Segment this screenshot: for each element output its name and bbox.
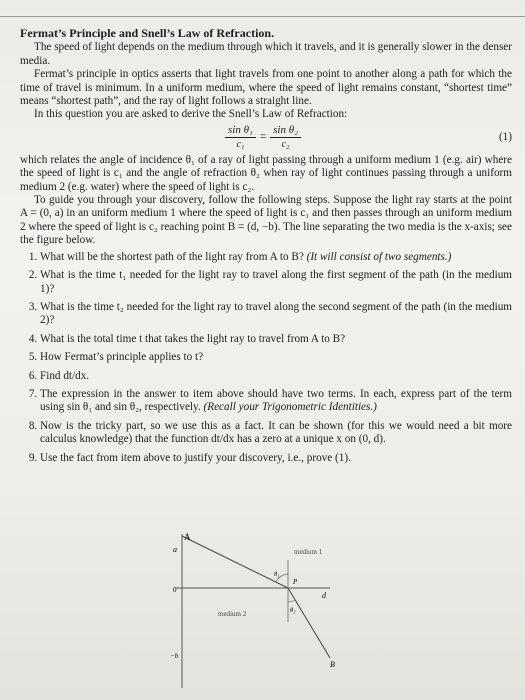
fraction-left xyxy=(225,124,256,152)
label-medium1: medium 1 xyxy=(294,548,323,556)
list-item: 3. What is the time t₂ needed for the light ray to travel along the second segment of the path (in the medium 2)? xyxy=(40,301,512,328)
label-d: d xyxy=(322,591,326,600)
refraction-diagram xyxy=(170,530,360,690)
numerator-left: sin θ₁ xyxy=(225,124,256,138)
equals-sign: = xyxy=(259,131,267,144)
document-body xyxy=(20,27,512,470)
label-neg-b: −b xyxy=(170,652,179,660)
paragraph-intro: The speed of light depends on the medium through which it travels, and it is generally slower in the denser media. xyxy=(20,41,512,67)
label-P: P xyxy=(293,578,298,586)
snell-equation xyxy=(20,124,512,152)
page-title: Fermat’s Principle and Snell’s Law of Refraction. xyxy=(20,26,275,40)
label-A: A xyxy=(184,532,191,542)
list-item: 9. Use the fact from item above to justify your discovery, i.e., prove (1). xyxy=(40,452,512,465)
numerator-right: sin θ₂ xyxy=(270,124,301,138)
label-origin: 0 xyxy=(173,586,177,594)
list-item: 7. The expression in the answer to item above should have two terms. In each, express part of the term using sin θ₁ and sin θ₂, respectively. (Recall your Trigonometric Identities.) xyxy=(40,388,512,415)
denominator-right: c₂ xyxy=(281,139,290,151)
label-B: B xyxy=(330,660,335,669)
label-theta2: θ₂ xyxy=(290,607,296,614)
list-item: 8. Now is the tricky part, so we use this as a fact. It can be shown (for this we would need a bit more calculus knowledge) that the function dt/dx has a zero at a unique x on (0, d). xyxy=(40,420,512,447)
list-item: 4. What is the total time t that takes the light ray to travel from A to B? xyxy=(40,333,512,346)
label-theta1: θ₁ xyxy=(274,571,280,578)
denominator-left: c₁ xyxy=(236,139,245,151)
paragraph-setup: To guide you through your discovery, follow the following steps. Suppose the light ray starts at the point A = (0, a) in an uniform medium 1 where the speed of light is c₁ and then passes through an uniform medium 2 where the speed of light is c₂ reaching point B = (d, −b). The line separating the two media is the x-axis; see the figure below. xyxy=(20,194,512,247)
label-a: a xyxy=(173,545,177,554)
list-item: 6. Find dt/dx. xyxy=(40,370,512,383)
list-item: 1. What will be the shortest path of the light ray from A to B? (It will consist of two segments.) xyxy=(40,251,512,264)
equation-number: (1) xyxy=(498,130,512,143)
paragraph-relation: which relates the angle of incidence θ₁ of a ray of light passing through a uniform medium 1 (e.g. air) where the speed of light is c₁ and the angle of refraction θ₂ when ray of light continues passing through a uniform medium 2 (e.g. water) where the speed of light is c₂. xyxy=(20,153,512,193)
list-item: 2. What is the time t₁ needed for the light ray to travel along the first segment of the path (in the medium 1)? xyxy=(40,269,512,296)
paragraph-fermat: Fermat’s principle in optics asserts that light travels from one point to another along a path for which the time of travel is minimum. In a uniform medium, where the speed of light remains constant, “shortest time” means “shortest path”, and the ray of light follows a straight line. xyxy=(20,68,512,108)
refraction-figure xyxy=(170,530,360,690)
paragraph-task: In this question you are asked to derive the Snell’s Law of Refraction: xyxy=(34,108,348,121)
list-item: 5. How Fermat’s principle applies to t? xyxy=(40,351,512,364)
theta2-arc xyxy=(288,600,295,602)
label-medium2: medium 2 xyxy=(218,610,247,618)
fraction-right xyxy=(270,124,301,152)
question-list xyxy=(20,251,512,465)
top-rule xyxy=(0,16,525,17)
incident-ray xyxy=(182,536,288,588)
